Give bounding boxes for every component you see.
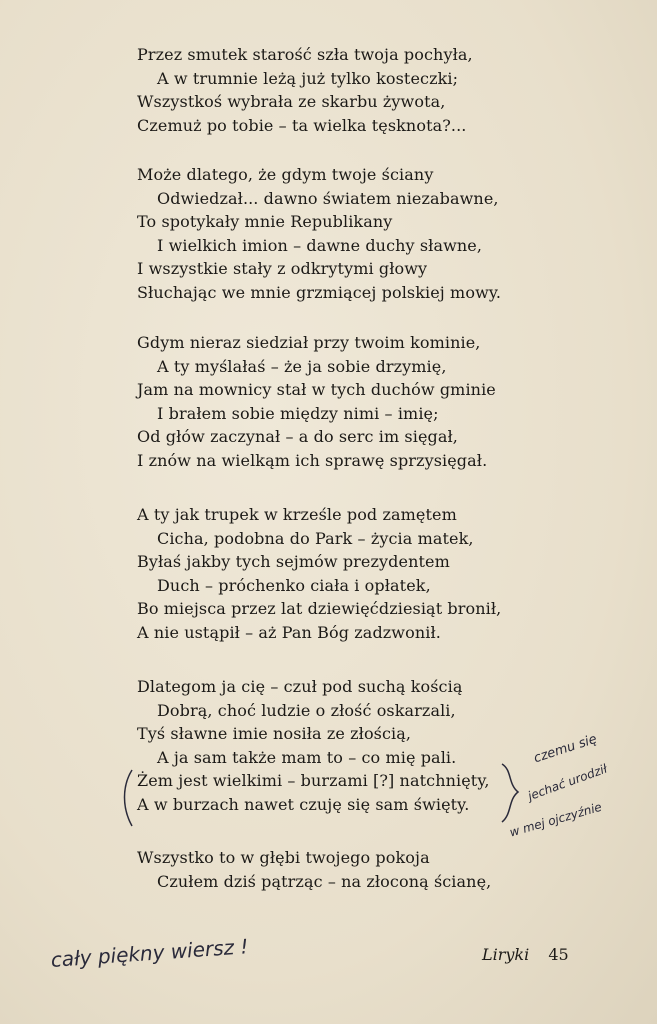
verse-line: Byłaś jakby tych sejmów prezydentem <box>137 552 450 572</box>
stanza-2 <box>137 163 537 305</box>
running-footer-title: Liryki <box>482 945 530 964</box>
verse-line: A w burzach nawet czuję się sam święty. <box>137 794 470 814</box>
verse-line: To spotykały mnie Republikany <box>137 212 393 232</box>
verse-line: Tyś sławne imie nosiła ze złością, <box>137 724 412 744</box>
page-number: 45 <box>548 945 569 964</box>
handwritten-margin-note-3: w mej ojczyźnie <box>508 799 604 840</box>
verse-line: Cicha, podobna do Park – życia matek, <box>157 528 474 548</box>
verse-line: Może dlatego, że gdym twoje ściany <box>137 165 434 184</box>
handwritten-bracket-left <box>118 768 138 828</box>
verse-line: Od głów zaczynał – a do serc im sięgał, <box>137 427 458 447</box>
handwritten-margin-note-2: jechać urodził <box>526 761 610 804</box>
handwritten-bottom-note: cały piękny wiersz ! <box>50 934 250 972</box>
stanza-1 <box>137 43 537 137</box>
verse-line: A ty jak trupek w krześle pod zamętem <box>137 505 457 524</box>
verse-line: Dlategom ja cię – czuł pod suchą kością <box>137 677 463 696</box>
verse-line: Dobrą, choć ludzie o złość oskarzali, <box>157 700 456 720</box>
stanza-6 <box>137 846 537 893</box>
page-footer <box>482 945 569 964</box>
handwritten-brace-right <box>498 762 526 824</box>
verse-line: Duch – próchenko ciała i opłatek, <box>157 575 431 595</box>
verse-line: Czułem dziś pątrząc – na złoconą ścianę, <box>157 871 492 891</box>
verse-line: Wszystko to w głębi twojego pokoja <box>137 848 430 867</box>
verse-line: Jam na mownicy stał w tych duchów gminie <box>137 380 496 400</box>
stanza-4 <box>137 503 537 645</box>
verse-line: Słuchając we mnie grzmiącej polskiej mowy. <box>137 282 502 302</box>
verse-line: Przez smutek starość szła twoja pochyła, <box>137 45 473 64</box>
stanza-3 <box>137 331 537 473</box>
verse-line: Bo miejsca przez lat dziewięćdziesiąt bronił, <box>137 599 502 619</box>
verse-line: Wszystkoś wybrała ze skarbu żywota, <box>137 92 446 112</box>
verse-line: A nie ustąpił – aż Pan Bóg zadzwonił. <box>137 622 441 642</box>
verse-line: A ty myślałaś – że ja sobie drzymię, <box>157 356 447 376</box>
verse-line: Gdym nieraz siedział przy twoim kominie, <box>137 333 481 352</box>
stanza-5 <box>137 675 537 817</box>
verse-line: I wielkich imion – dawne duchy sławne, <box>157 235 483 255</box>
verse-line: Czemuż po tobie – ta wielka tęsknota?... <box>137 115 467 135</box>
verse-line: A ja sam także mam to – co mię pali. <box>157 747 457 767</box>
verse-line: I znów na wielkąm ich sprawę sprzysięgał. <box>137 450 488 470</box>
verse-line: Odwiedzał... dawno światem niezabawne, <box>157 188 499 208</box>
verse-line: A w trumnie leżą już tylko kosteczki; <box>157 68 459 88</box>
verse-line: I wszystkie stały z odkrytymi głowy <box>137 259 428 279</box>
handwritten-margin-note-1: czemu się <box>532 731 599 767</box>
verse-line: I brałem sobie między nimi – imię; <box>157 403 439 423</box>
verse-line: Żem jest wielkimi – burzami [?] natchnięty, <box>137 771 490 791</box>
